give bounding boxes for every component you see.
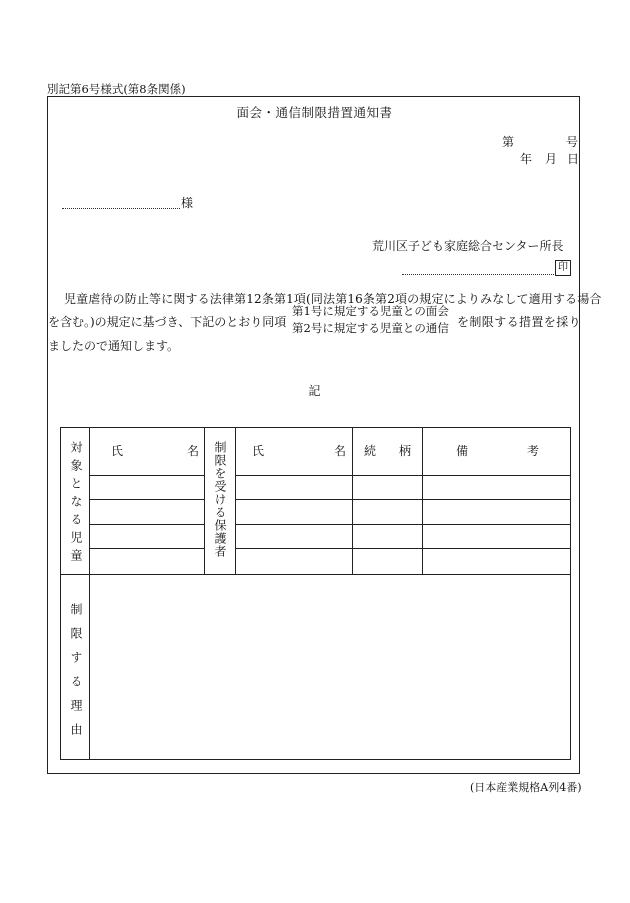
number-suffix: 号 bbox=[566, 135, 579, 149]
table-divider bbox=[204, 428, 205, 574]
relation-header-b: 柄 bbox=[399, 444, 412, 458]
table-row-line bbox=[89, 499, 204, 500]
relation-header-a: 続 bbox=[364, 444, 377, 458]
paper-size-note: (日本産業規格A列4番) bbox=[470, 781, 582, 794]
restriction-option-visit: 第1号に規定する児童との面会 bbox=[292, 304, 449, 318]
body-text-line-1: 児童虐待の防止等に関する法律第12条第1項(同法第16条第2項の規定によりみなして適用する場合 bbox=[64, 292, 602, 306]
table-row-line bbox=[235, 499, 570, 500]
table-divider bbox=[89, 428, 90, 759]
table-divider bbox=[352, 428, 353, 574]
child-name-header-a: 氏 bbox=[111, 444, 124, 458]
issuer-title: 荒川区子ども家庭総合センター所長 bbox=[372, 239, 564, 253]
guardian-name-header-b: 名 bbox=[334, 444, 347, 458]
seal-mark: 印 bbox=[555, 260, 571, 276]
table-row-line bbox=[235, 524, 570, 525]
child-name-header-b: 名 bbox=[187, 444, 200, 458]
remarks-header-a: 備 bbox=[456, 444, 469, 458]
date-year: 年 bbox=[520, 152, 533, 166]
ki-heading: 記 bbox=[308, 384, 321, 398]
restriction-option-communication: 第2号に規定する児童との通信 bbox=[292, 321, 449, 335]
number-prefix: 第 bbox=[502, 135, 515, 149]
document-frame bbox=[47, 96, 602, 774]
table-divider bbox=[422, 428, 423, 574]
guardian-name-header-a: 氏 bbox=[252, 444, 265, 458]
table-row-line bbox=[89, 475, 204, 476]
body-text-line-2-start: を含む。)の規定に基づき、下記のとおり同項 bbox=[48, 315, 287, 329]
body-text-line-3: ましたので通知します。 bbox=[48, 339, 180, 353]
restriction-reason-label: 制限する理由 bbox=[69, 603, 83, 747]
document-title: 面会・通信制限措置通知書 bbox=[236, 105, 393, 120]
table-divider bbox=[235, 428, 236, 574]
restriction-table bbox=[60, 427, 571, 760]
body-text-line-2-end: を制限する措置を採り bbox=[457, 315, 582, 329]
table-row-line bbox=[89, 548, 204, 549]
target-children-label: 対象となる児童 bbox=[69, 441, 83, 567]
table-section-line bbox=[61, 574, 570, 575]
table-row-line bbox=[235, 548, 570, 549]
issuer-signature-field[interactable] bbox=[402, 274, 554, 275]
recipient-honorific: 様 bbox=[181, 196, 194, 210]
form-number-label: 別記第6号様式(第8条関係) bbox=[47, 82, 186, 96]
date-month: 月 bbox=[545, 152, 558, 166]
remarks-header-b: 考 bbox=[527, 444, 540, 458]
restricted-guardian-label: 制限を受ける保護者 bbox=[213, 441, 227, 558]
table-row-line bbox=[235, 475, 570, 476]
date-day: 日 bbox=[567, 152, 580, 166]
table-row-line bbox=[89, 524, 204, 525]
recipient-name-field[interactable] bbox=[62, 208, 180, 209]
